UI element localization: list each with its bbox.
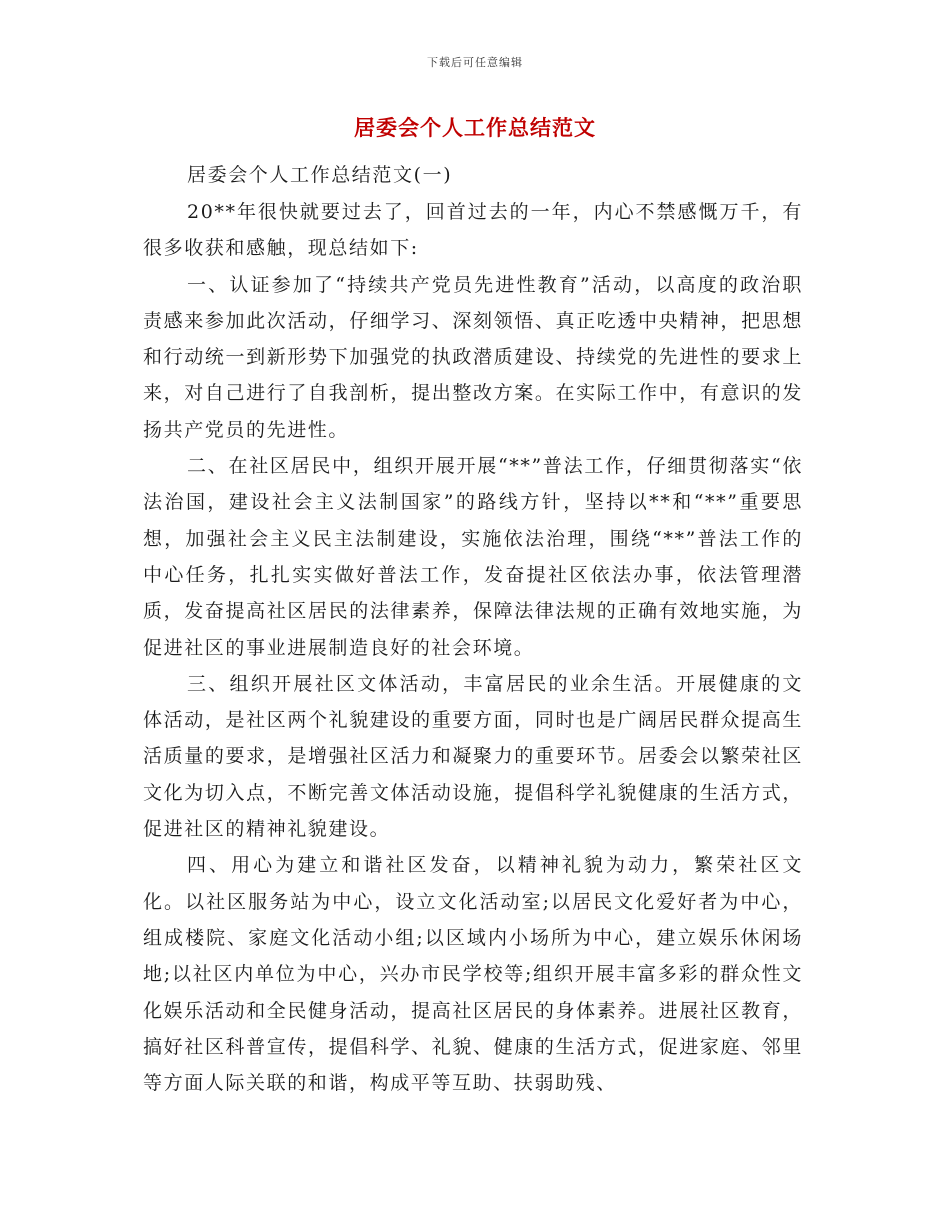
paragraph-four: 四、用心为建立和谐社区发奋，以精神礼貌为动力，繁荣社区文化。以社区服务站为中心，设立文化活动室;以居民文化爱好者为中心，组成楼院、家庭文化活动小组;以区域内小场所为中心，建立娱乐休闲场地;以社区内单位为中心，兴办市民学校等;组织开展丰富多彩的群众性文化娱乐活动和全民健身活动，提高社区居民的身体素养。进展社区教育，搞好社区科普宣传，提倡科学、礼貌、健康的生活方式，促进家庭、邻里等方面人际关联的和谐，构成平等互助、扶弱助残、 [143, 854, 803, 1095]
paragraph-one: 一、认证参加了“持续共产党员先进性教育”活动，以高度的政治职责感来参加此次活动，仔细学习、深刻领悟、真正吃透中央精神，把思想和行动统一到新形势下加强党的执政潜质建设、持续党的先进性的要求上来，对自己进行了自我剖析，提出整改方案。在实际工作中，有意识的发扬共产党员的先进性。 [143, 273, 803, 441]
paragraph-intro: 20**年很快就要过去了，回首过去的一年，内心不禁感慨万千，有很多收获和感触，现总结如下: [143, 201, 803, 260]
paragraph-two: 二、在社区居民中，组织开展开展“**”普法工作，仔细贯彻落实“依法治国，建设社会主义法制国家”的路线方针，坚持以**和“**”重要思想，加强社会主义民主法制建设，实施依法治理，围绕“**”普法工作的中心任务，扎扎实实做好普法工作，发奋提社区依法办事，依法管理潜质，发奋提高社区居民的法律素养，保障法律法规的正确有效地实施，为促进社区的事业进展制造良好的社会环境。 [143, 455, 803, 659]
section-subtitle: 居委会个人工作总结范文(一) [187, 164, 453, 186]
page-header-note: 下载后可任意编辑 [427, 56, 523, 69]
document-title: 居委会个人工作总结范文 [354, 115, 596, 140]
paragraph-three: 三、组织开展社区文体活动，丰富居民的业余生活。开展健康的文体活动，是社区两个礼貌建设的重要方面，同时也是广阔居民群众提高生活质量的要求，是增强社区活力和凝聚力的重要环节。居委会以繁荣社区文化为切入点，不断完善文体活动设施，提倡科学礼貌健康的生活方式，促进社区的精神礼貌建设。 [143, 672, 803, 841]
document-body [143, 158, 803, 1101]
